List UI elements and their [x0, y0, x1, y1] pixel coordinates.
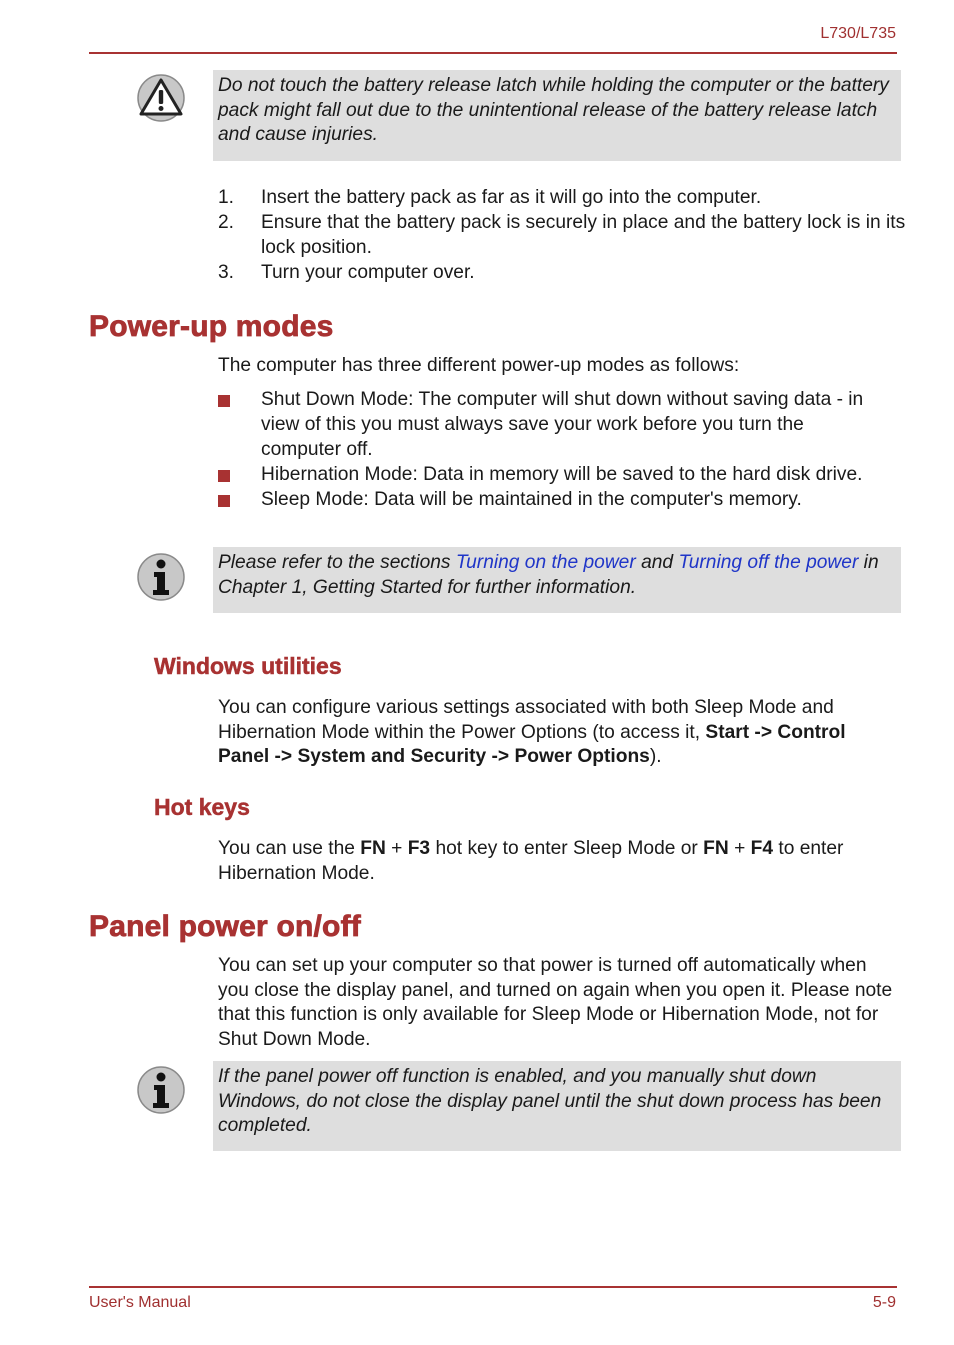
info-note-panel-power: [213, 1061, 901, 1151]
info-note-text: If the panel power off function is enabled, and you manually shut down Windows, do not close the display panel until the shut down process has been completed.: [218, 1066, 882, 1137]
footer-rule: [89, 1286, 897, 1288]
step-text: Insert the battery pack as far as it will go into the computer.: [261, 187, 762, 208]
plus-sign: +: [728, 838, 751, 859]
header-model: L730/L735: [820, 25, 896, 42]
step-number: 2.: [218, 212, 235, 233]
page-number: 5-9: [872, 1294, 896, 1311]
key-f3: F3: [407, 838, 431, 859]
steps-list: [218, 185, 908, 285]
warning-note-text: Do not touch the battery release latch while holding the computer or the battery pack might fall out due to the unintentional release of the battery release latch and cause injuries.: [218, 75, 889, 146]
footer-manual-title: User's Manual: [89, 1294, 191, 1311]
section-title-power-up-modes: Power-up modes: [89, 310, 334, 343]
link-turning-off-the-power[interactable]: Turning off the power: [678, 552, 859, 573]
info-icon: [136, 1065, 186, 1115]
info-note-text: and: [635, 552, 679, 573]
link-turning-on-the-power[interactable]: Turning on the power: [455, 552, 636, 573]
step-text: Turn your computer over.: [261, 262, 475, 283]
bullet-square: [218, 495, 230, 507]
key-fn: FN: [703, 838, 729, 859]
list-item: [218, 387, 888, 462]
info-note-text: Please refer to the sections: [218, 552, 456, 573]
info-note-text: in Chapter 1, Getting Started for further information.: [218, 552, 879, 598]
windows-utilities-suffix: ).: [649, 746, 662, 768]
bullet-text: Hibernation Mode: Data in memory will be saved to the hard disk drive.: [261, 464, 863, 485]
list-item: [218, 462, 888, 487]
subsection-title-hot-keys: Hot keys: [154, 794, 250, 820]
step-text: Ensure that the battery pack is securely in place and the battery lock is in its lock position.: [261, 212, 906, 258]
bullet-text: Shut Down Mode: The computer will shut down without saving data - in view of this you must always save your work before you turn the computer off.: [261, 389, 864, 460]
bullet-text: Sleep Mode: Data will be maintained in the computer's memory.: [261, 489, 802, 510]
list-item: [218, 185, 908, 210]
info-icon: [136, 552, 186, 602]
windows-utilities-prefix: You can configure various settings associated with both Sleep Mode and Hibernation Mode within the Power Options (to access it,: [218, 697, 834, 743]
bullet-square: [218, 395, 230, 407]
plus-sign: +: [385, 838, 408, 859]
power-up-modes-list: [218, 387, 888, 512]
list-item: [218, 260, 908, 285]
panel-power-text: You can set up your computer so that power is turned off automatically when you close the display panel, and turned on again when you open it. Please note that this function is only available for Sleep Mode or Hibernation Mode, not for Shut Down Mode.: [218, 955, 893, 1050]
hot-keys-text-part: You can use the: [218, 838, 361, 859]
subsection-title-windows-utilities: Windows utilities: [154, 653, 342, 679]
hot-keys-text-part: to enter Hibernation Mode.: [218, 838, 844, 884]
windows-utilities-text: [218, 696, 898, 770]
hot-keys-text-part: hot key to enter Sleep Mode or: [430, 838, 704, 859]
info-note-power-up: [213, 547, 901, 613]
power-up-intro: The computer has three different power-up modes as follows:: [218, 355, 740, 376]
warning-note: [213, 70, 901, 161]
list-item: [218, 487, 888, 512]
step-number: 3.: [218, 262, 235, 283]
section-title-panel-power: Panel power on/off: [89, 910, 361, 943]
key-fn: FN: [360, 838, 386, 859]
bullet-square: [218, 470, 230, 482]
key-f4: F4: [750, 838, 774, 859]
list-item: [218, 210, 908, 260]
header-rule: [89, 52, 897, 54]
step-number: 1.: [218, 187, 235, 208]
power-options-path: Start -> Control Panel -> System and Security -> Power Options: [218, 721, 846, 768]
warning-triangle-icon: [136, 73, 186, 123]
hot-keys-text: [218, 837, 898, 886]
